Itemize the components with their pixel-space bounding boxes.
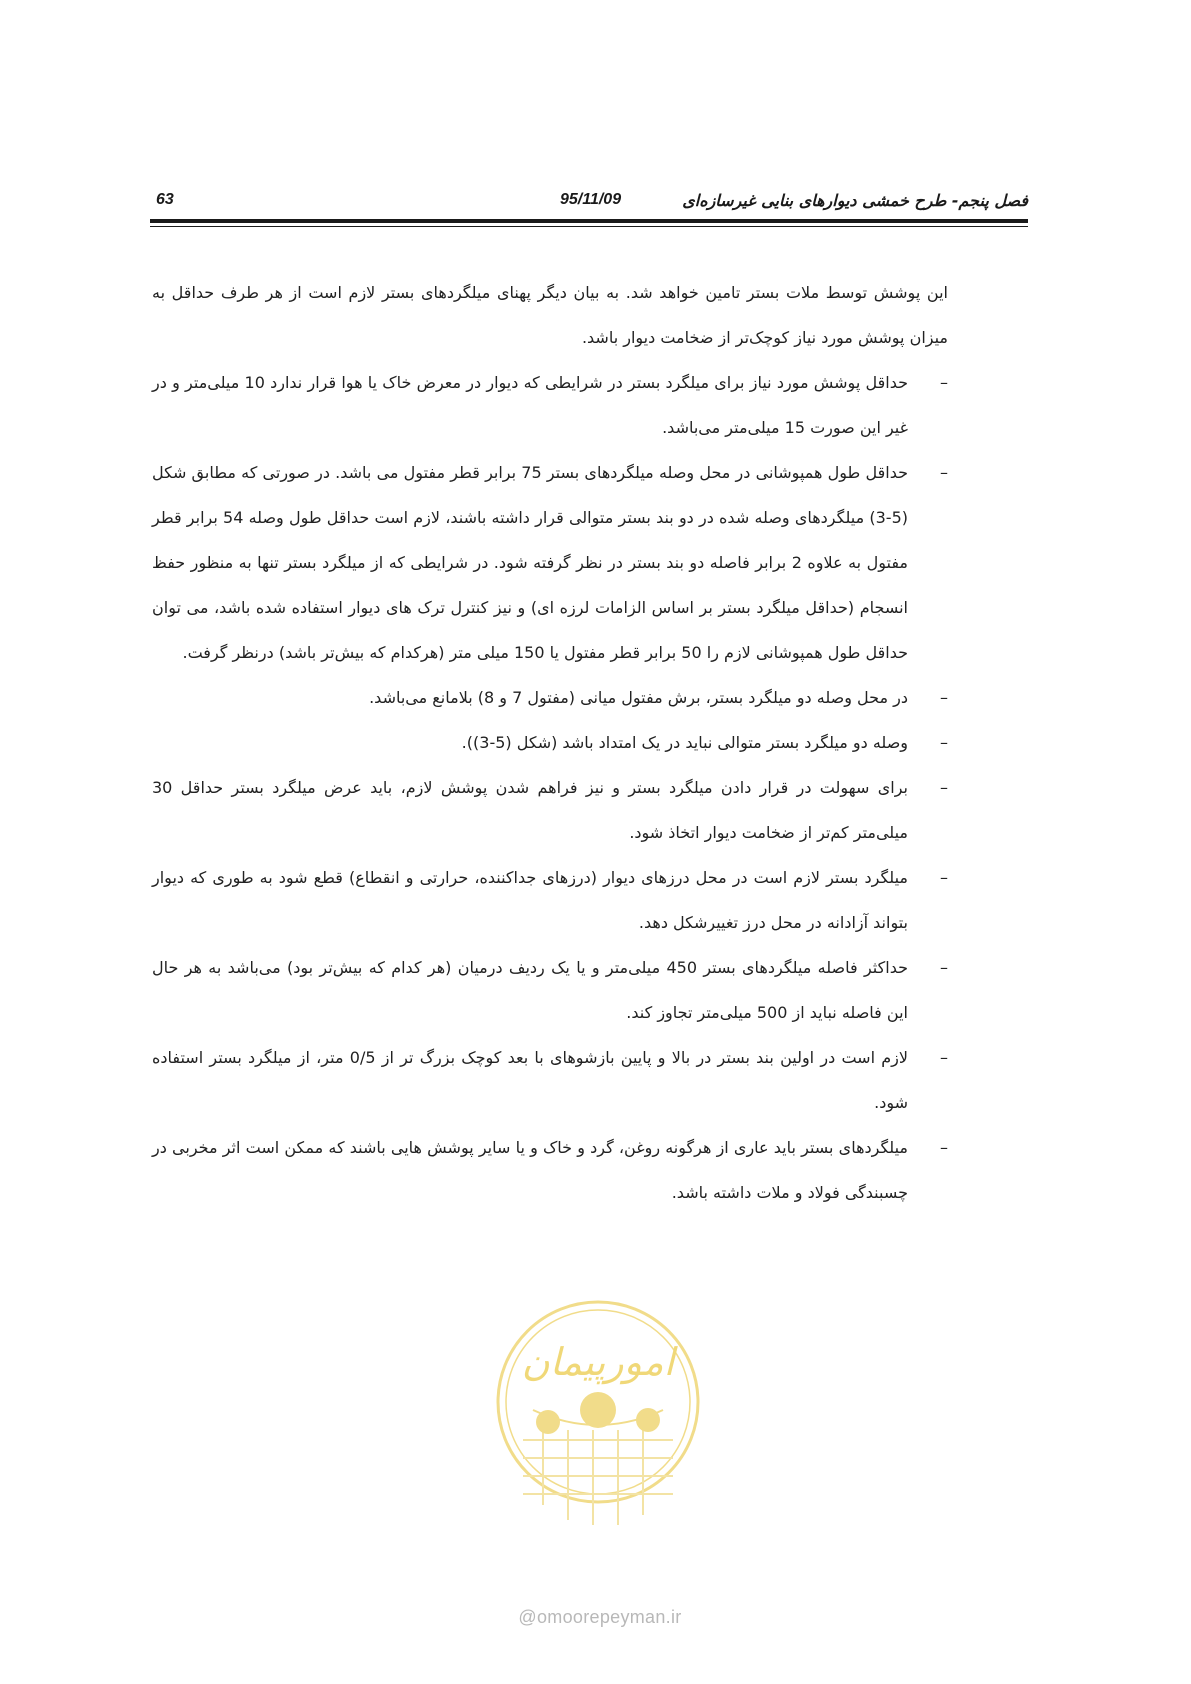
list-item [152, 1035, 948, 1125]
list-item-text: حداکثر فاصله میلگردهای بستر 450 میلی‌متر و یا یک ردیف درمیان (هر کدام که بیش‌تر بود) می‌باشد به هر حال این فاصله نباید از 500 میلی‌متر تجاوز کند. [152, 958, 908, 1022]
dash-bullet [928, 1125, 948, 1170]
dash-bullet [928, 855, 948, 900]
list-item-text: لازم است در اولین بند بستر در بالا و پایین بازشوهای با بعد کوچک بزرگ تر از 0/5 متر، از میلگرد بستر استفاده شود. [152, 1048, 909, 1112]
list-item [152, 855, 948, 945]
page-number: 63 [156, 191, 174, 208]
list-item-text: در محل وصله دو میلگرد بستر، برش مفتول میانی (مفتول 7 و 8) بلامانع می‌باشد. [369, 688, 908, 707]
body-text [152, 270, 948, 1215]
dash-bullet [928, 1035, 948, 1080]
list-item-text: میلگردهای بستر باید عاری از هرگونه روغن، گرد و خاک و یا سایر پوشش هایی باشند که ممکن است اثر مخربی در چسبندگی فولاد و ملات داشته باشد. [152, 1138, 908, 1202]
header-date: 95/11/09 [560, 191, 622, 208]
dash-bullet [928, 765, 948, 810]
watermark-seal-logo [493, 1290, 703, 1560]
watermark-site-text: @omoorepeyman.ir [518, 1607, 682, 1627]
list-item-text: میلگرد بستر لازم است در محل درزهای دیوار (درزهای جداکننده، حرارتی و انقطاع) قطع شود به طوری که دیوار بتواند آزادانه در محل درز تغییرشکل دهد. [152, 868, 908, 932]
seal-logo-text: امورپیمان [521, 1340, 675, 1384]
list-item-text: وصله دو میلگرد بستر متوالی نباید در یک امتداد باشد (شکل (5-3)). [461, 733, 908, 752]
dash-bullet [928, 450, 948, 495]
list-item-text: برای سهولت در قرار دادن میلگرد بستر و نیز فراهم شدن پوشش لازم، باید عرض میلگرد بستر حداقل 30 میلی‌متر کم‌تر از ضخامت دیوار اتخاذ شود. [152, 778, 908, 842]
list-item [152, 675, 948, 720]
list-item [152, 720, 948, 765]
list-item [152, 360, 948, 450]
dash-bullet [928, 675, 948, 720]
list-item [152, 765, 948, 855]
list-item [152, 450, 948, 675]
dash-bullet [928, 945, 948, 990]
chapter-title: فصل پنجم- طرح خمشی دیوارهای بنایی غیرسازه‌ای [682, 191, 1028, 210]
header-rule-thick [150, 219, 1028, 223]
intro-paragraph: این پوشش توسط ملات بستر تامین خواهد شد. به بیان دیگر پهنای میلگردهای بستر لازم است از هر طرف حداقل به میزان پوشش مورد نیاز کوچک‌تر از ضخامت دیوار باشد. [152, 283, 948, 347]
list-item [152, 945, 948, 1035]
dash-bullet [928, 720, 948, 765]
header-rule-thin [150, 226, 1028, 227]
list-item-text: حداقل طول همپوشانی در محل وصله میلگردهای بستر 75 برابر قطر مفتول می باشد. در صورتی که مطابق شکل (5-3) میلگردهای وصله شده در دو بند بستر متوالی قرار داشته باشند، لازم است حداقل طول وصله 54 برابر قطر مفتول به علاوه 2 برابر فاصله دو بند بستر در نظر گرفته شود. در شرایطی که از میلگرد بستر تنها به منظور حفظ انسجام (حداقل میلگرد بستر بر اساس الزامات لرزه ای) و نیز کنترل ترک های دیوار استفاده شده باشد، می توان حداقل طول همپوشانی لازم را 50 برابر قطر مفتول یا 150 میلی متر (هرکدام که بیش‌تر باشد) درنظر گرفت. [152, 463, 909, 662]
list-item-text: حداقل پوشش مورد نیاز برای میلگرد بستر در شرایطی که دیوار در معرض خاک یا هوا قرار ندارد 10 میلی‌متر و در غیر این صورت 15 میلی‌متر می‌باشد. [152, 373, 908, 437]
list-item [152, 1125, 948, 1215]
page-header [150, 185, 1028, 215]
dash-bullet [928, 360, 948, 405]
